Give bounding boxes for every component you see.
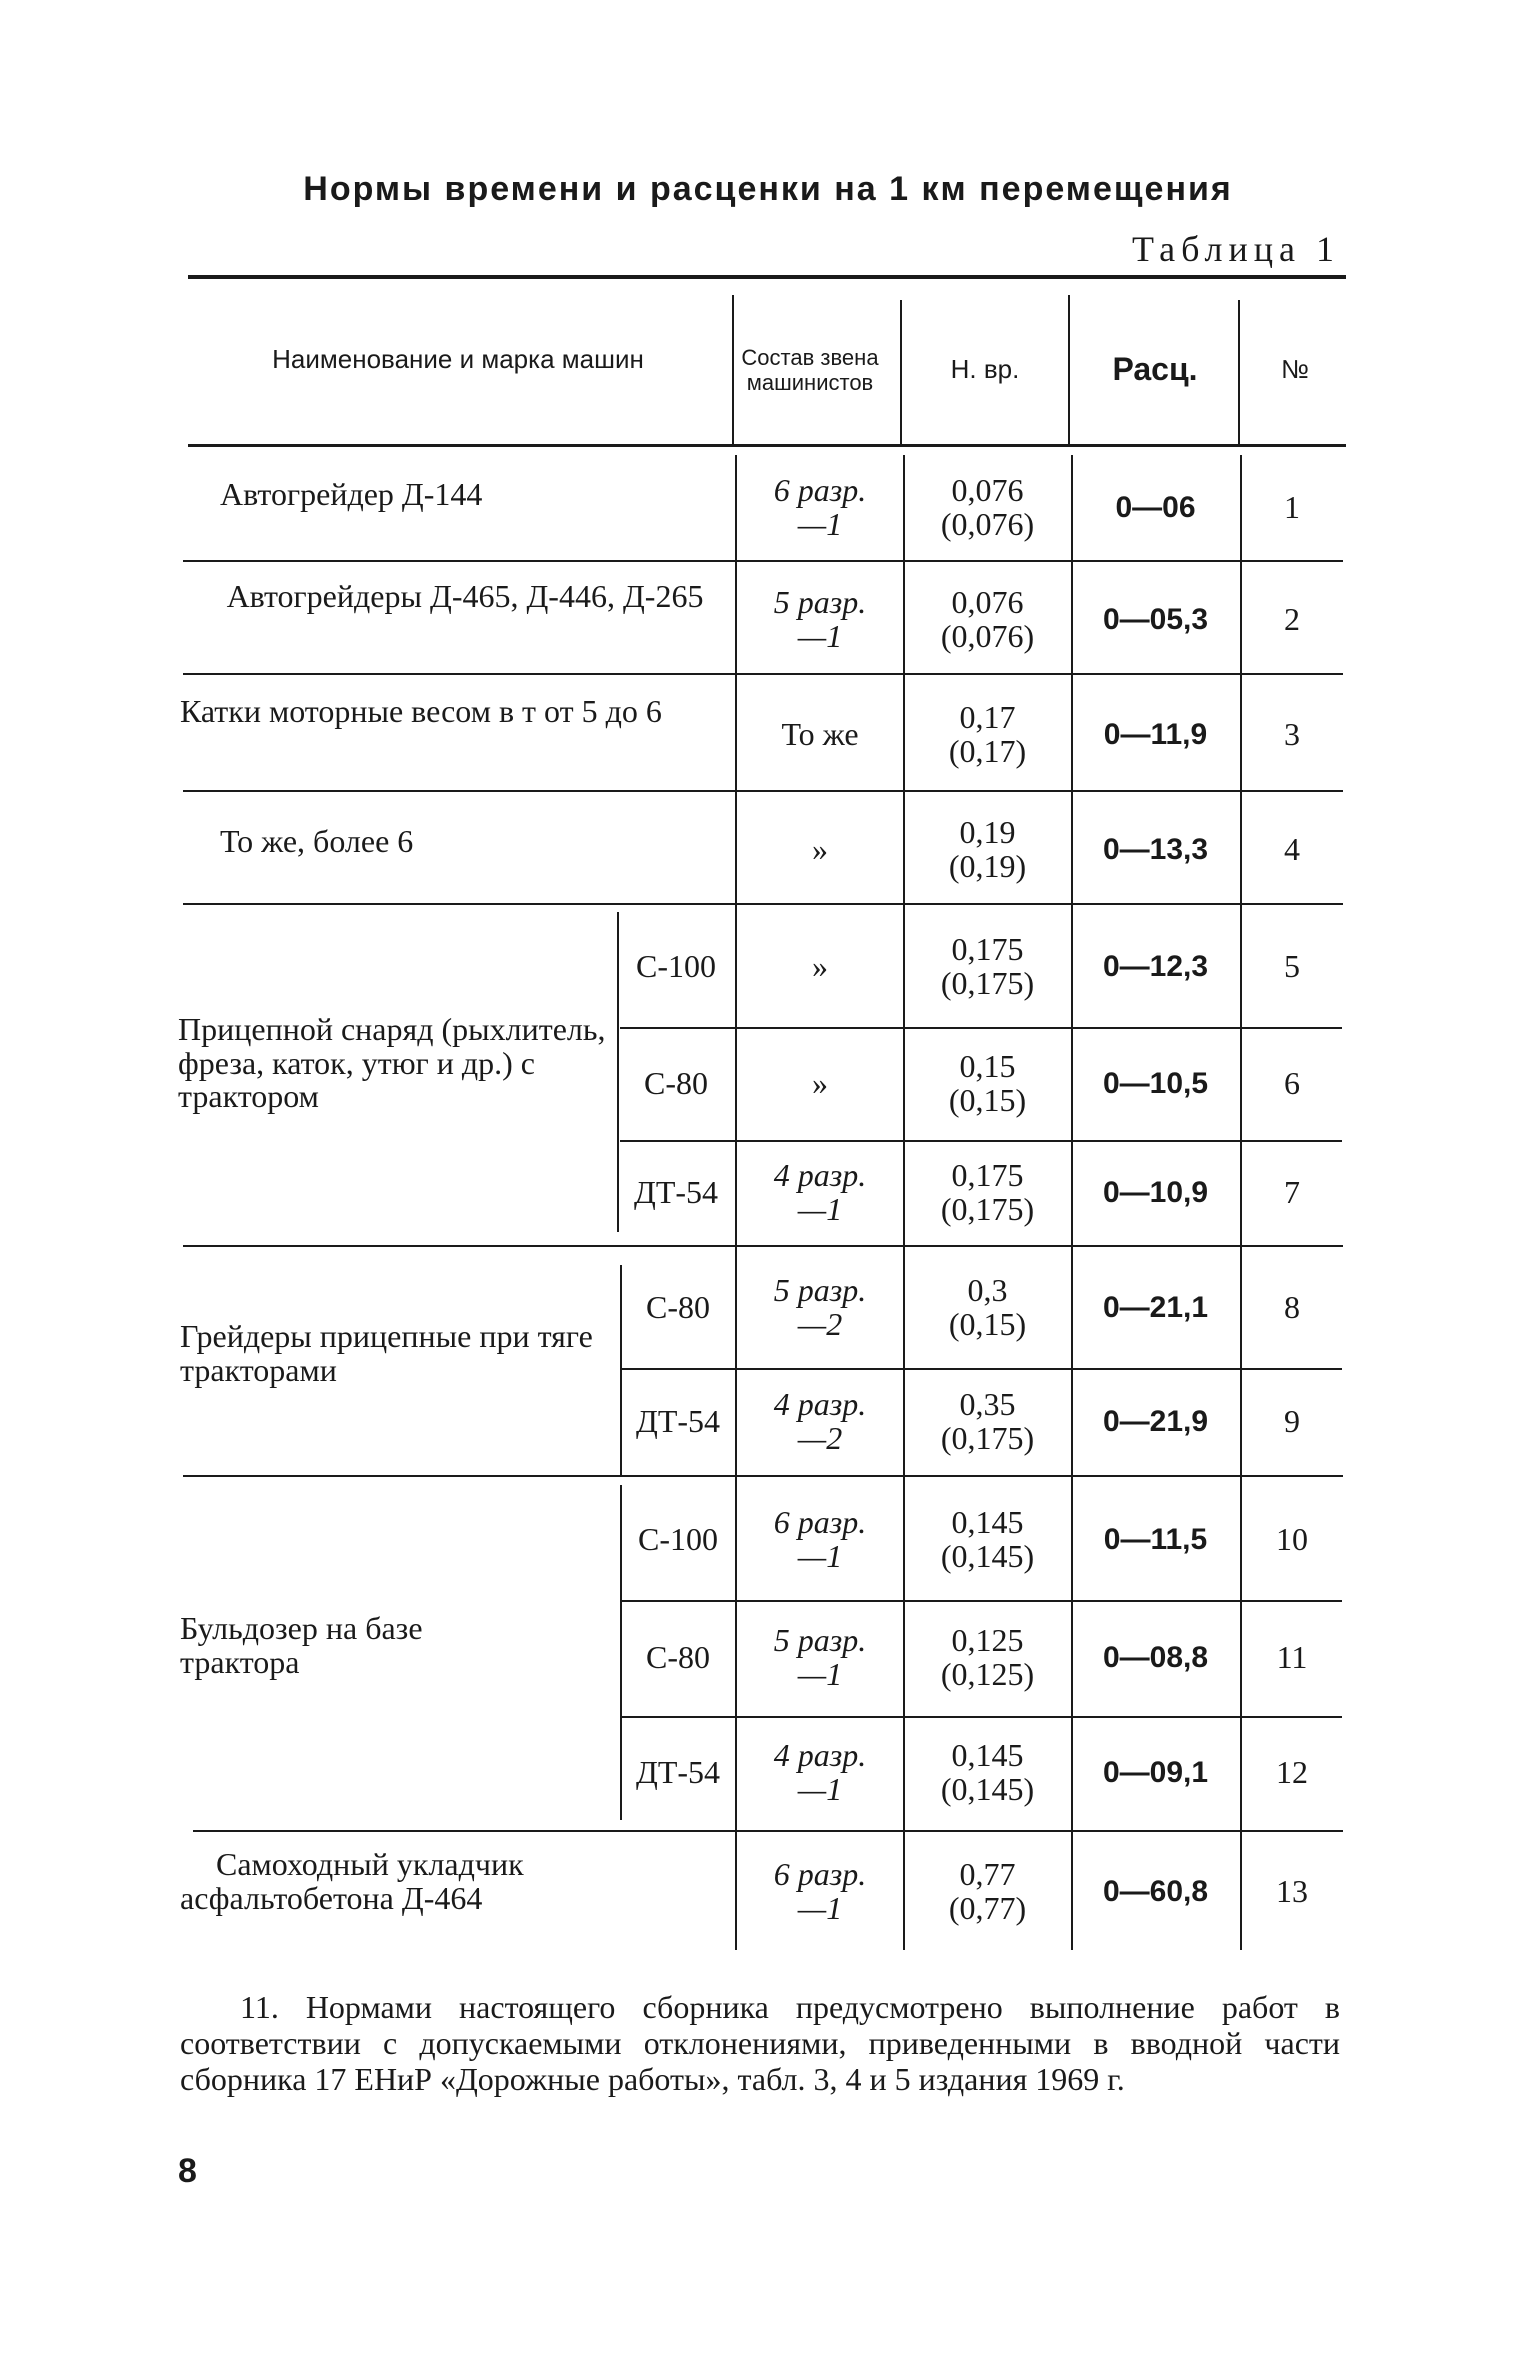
- row-7-crew: [740, 1143, 900, 1243]
- row-4-norm: [905, 800, 1070, 900]
- row-5-norm: [905, 912, 1070, 1022]
- row-5-norm-alt: (0,175): [940, 965, 1035, 1001]
- row-1-crew-count: —1: [797, 505, 843, 542]
- row-9-norm-alt: (0,175): [940, 1420, 1035, 1456]
- row-7-norm: [905, 1143, 1070, 1243]
- row-11-price: 0—08,8: [1102, 1641, 1209, 1675]
- row-7-no: 7: [1284, 1174, 1300, 1211]
- row-1-crew-grade: 6 разр.: [773, 471, 867, 508]
- page-title: Нормы времени и расценки на 1 км перемещения: [303, 170, 1233, 208]
- row-12-crew-count: —1: [797, 1771, 843, 1807]
- row-3-norm-value: 0,17: [959, 699, 1016, 736]
- row-5-norm-value: 0,175: [951, 931, 1024, 968]
- table-top-rule: [188, 275, 1346, 279]
- column-rule: [735, 455, 737, 1950]
- row-rule: [183, 560, 1343, 562]
- row-11-norm-value: 0,125: [951, 1622, 1024, 1659]
- row-13-norm-value: 0,77: [959, 1856, 1016, 1893]
- page-number: 8: [178, 2152, 197, 2190]
- header-bottom-rule: [188, 444, 1346, 447]
- row-11-crew-count: —1: [797, 1656, 843, 1692]
- row-2-crew-count: —1: [797, 618, 843, 654]
- row-10-no: 10: [1276, 1520, 1308, 1557]
- row-5-crew: [740, 912, 900, 1022]
- row-2-norm: [905, 570, 1070, 670]
- row-3-norm: [905, 685, 1070, 785]
- row-10-crew-grade: 6 разр.: [773, 1503, 867, 1540]
- row-rule: [193, 1830, 1343, 1832]
- header-rule: [1068, 295, 1070, 445]
- row-9-price: 0—21,9: [1102, 1405, 1209, 1439]
- row-11-crew: [740, 1604, 900, 1712]
- table-label: Таблица 1: [1132, 229, 1340, 269]
- row-11-norm: [905, 1604, 1070, 1712]
- row-12-crew: [740, 1720, 900, 1826]
- row-10-price: 0—11,5: [1103, 1522, 1208, 1556]
- row-8-crew: [740, 1252, 900, 1364]
- row-8-crew-grade: 5 разр.: [773, 1272, 867, 1309]
- row-1-norm-alt: (0,076): [940, 505, 1035, 542]
- row-8-model: С-80: [646, 1289, 710, 1326]
- row-11-no: 11: [1276, 1639, 1308, 1676]
- row-6-no: 6: [1284, 1065, 1300, 1102]
- row-rule: [620, 1140, 1342, 1142]
- row-6-norm-value: 0,15: [959, 1048, 1016, 1085]
- row-8-norm-value: 0,3: [967, 1272, 1008, 1309]
- row-rule: [622, 1716, 1342, 1718]
- row-2-no: 2: [1284, 601, 1300, 638]
- row-3-crew: [740, 685, 900, 785]
- row-13-norm-alt: (0,77): [948, 1890, 1027, 1926]
- row-11-norm-alt: (0,125): [940, 1656, 1035, 1692]
- row-6-crew: [740, 1030, 900, 1138]
- row-1-norm: [905, 460, 1070, 555]
- row-13-no: 13: [1276, 1873, 1308, 1910]
- group-trailer-name: Прицепной снаряд (рыхлитель, фреза, каток, утюг и др.) с трактором: [178, 1011, 606, 1115]
- row-10-model: С-100: [638, 1520, 718, 1557]
- row-13-crew-grade: 6 разр.: [773, 1856, 867, 1893]
- header-rule: [900, 300, 902, 445]
- group-bulldozer-name: Бульдозер на базе трактора: [180, 1610, 423, 1680]
- row-12-norm-value: 0,145: [951, 1737, 1024, 1774]
- row-8-norm: [905, 1252, 1070, 1364]
- row-9-crew-count: —2: [797, 1420, 843, 1456]
- row-4-crew: [740, 800, 900, 900]
- row-12-price: 0—09,1: [1102, 1756, 1209, 1790]
- row-10-norm-alt: (0,145): [940, 1537, 1035, 1574]
- row-5-model: С-100: [636, 948, 716, 985]
- row-5-no: 5: [1284, 948, 1300, 985]
- row-6-crew-grade: »: [812, 1065, 828, 1102]
- header-rule: [1238, 300, 1240, 445]
- row-rule: [622, 1368, 1342, 1370]
- row-12-norm-alt: (0,145): [940, 1771, 1035, 1807]
- row-4-name: То же, более 6: [220, 823, 414, 859]
- header-crew: Состав звена машинистов: [741, 344, 879, 395]
- row-7-model: ДТ-54: [633, 1174, 719, 1211]
- row-8-norm-alt: (0,15): [948, 1306, 1027, 1342]
- header-name: Наименование и марка машин: [272, 344, 644, 375]
- row-12-norm: [905, 1720, 1070, 1826]
- row-5-price: 0—12,3: [1102, 950, 1209, 984]
- row-12-model: ДТ-54: [635, 1754, 721, 1791]
- row-9-crew-grade: 4 разр.: [773, 1386, 867, 1423]
- row-2-crew-grade: 5 разр.: [773, 584, 867, 621]
- row-9-norm: [905, 1372, 1070, 1472]
- row-8-crew-count: —2: [797, 1306, 843, 1342]
- row-7-crew-grade: 4 разр.: [773, 1157, 867, 1194]
- row-rule: [183, 790, 1343, 792]
- row-11-crew-grade: 5 разр.: [773, 1622, 867, 1659]
- row-6-price: 0—10,5: [1102, 1067, 1209, 1101]
- row-10-crew-count: —1: [797, 1537, 843, 1574]
- row-8-price: 0—21,1: [1102, 1291, 1209, 1325]
- row-9-crew: [740, 1372, 900, 1472]
- row-2-norm-value: 0,076: [951, 584, 1024, 621]
- row-13-norm: [905, 1838, 1070, 1946]
- row-rule: [622, 1600, 1342, 1602]
- header-norm: Н. вр.: [950, 354, 1020, 385]
- row-9-model: ДТ-54: [635, 1403, 721, 1440]
- row-7-crew-count: —1: [797, 1191, 843, 1227]
- row-1-price: 0—06: [1115, 490, 1196, 524]
- row-rule: [183, 673, 1343, 675]
- row-10-crew: [740, 1482, 900, 1597]
- row-12-no: 12: [1276, 1754, 1308, 1791]
- row-6-norm-alt: (0,15): [948, 1082, 1027, 1118]
- row-3-name: Катки моторные весом в т от 5 до 6: [180, 693, 662, 729]
- row-1-no: 1: [1284, 488, 1300, 525]
- row-2-name: Автогрейдеры Д-465, Д-446, Д-265: [226, 578, 704, 614]
- row-10-norm-value: 0,145: [951, 1503, 1024, 1540]
- row-1-crew: [740, 460, 900, 555]
- row-2-price: 0—05,3: [1102, 603, 1209, 637]
- row-1-norm-value: 0,076: [951, 471, 1024, 508]
- row-10-norm: [905, 1482, 1070, 1597]
- row-4-crew-grade: »: [812, 831, 828, 868]
- row-rule: [183, 1245, 1343, 1247]
- footnote-paragraph: 11. Нормами настоящего сборника предусмотрено выполнение работ в соответствии с допускаемыми отклонениями, приведенными в вводной части сборника 17 ЕНиР «Дорожные работы», табл. 3, 4 и 5 издания 1969 г.: [180, 1989, 1340, 2097]
- row-3-crew-grade: То же: [781, 716, 859, 753]
- row-6-model: С-80: [644, 1065, 708, 1102]
- row-13-crew-count: —1: [797, 1890, 843, 1926]
- row-4-price: 0—13,3: [1102, 833, 1209, 867]
- model-rule: [617, 912, 619, 1232]
- row-2-norm-alt: (0,076): [940, 618, 1035, 654]
- row-9-norm-value: 0,35: [959, 1386, 1016, 1423]
- row-3-price: 0—11,9: [1103, 718, 1208, 752]
- row-5-crew-grade: »: [812, 948, 828, 985]
- row-rule: [183, 903, 1343, 905]
- row-rule: [183, 1475, 1343, 1477]
- row-7-norm-value: 0,175: [951, 1157, 1024, 1194]
- group-graders-name: Грейдеры прицепные при тяге тракторами: [180, 1318, 593, 1388]
- header-no: №: [1281, 354, 1309, 385]
- row-4-no: 4: [1284, 831, 1300, 868]
- row-8-no: 8: [1284, 1289, 1300, 1326]
- row-1-name: Автогрейдер Д-144: [220, 476, 483, 512]
- row-3-no: 3: [1284, 716, 1300, 753]
- header-price: Расц.: [1112, 351, 1198, 388]
- row-12-crew-grade: 4 разр.: [773, 1737, 867, 1774]
- row-2-crew: [740, 570, 900, 670]
- row-13-price: 0—60,8: [1102, 1875, 1209, 1909]
- row-11-model: С-80: [646, 1639, 710, 1676]
- row-13-crew: [740, 1838, 900, 1946]
- row-9-no: 9: [1284, 1403, 1300, 1440]
- row-3-norm-alt: (0,17): [948, 733, 1027, 769]
- row-rule: [620, 1027, 1342, 1029]
- row-4-norm-alt: (0,19): [948, 848, 1027, 884]
- header-rule: [732, 295, 734, 445]
- row-7-norm-alt: (0,175): [940, 1191, 1035, 1227]
- row-6-norm: [905, 1030, 1070, 1138]
- row-13-name: Самоходный укладчик асфальтобетона Д-464: [180, 1846, 524, 1916]
- row-4-norm-value: 0,19: [959, 814, 1016, 851]
- row-7-price: 0—10,9: [1102, 1176, 1209, 1210]
